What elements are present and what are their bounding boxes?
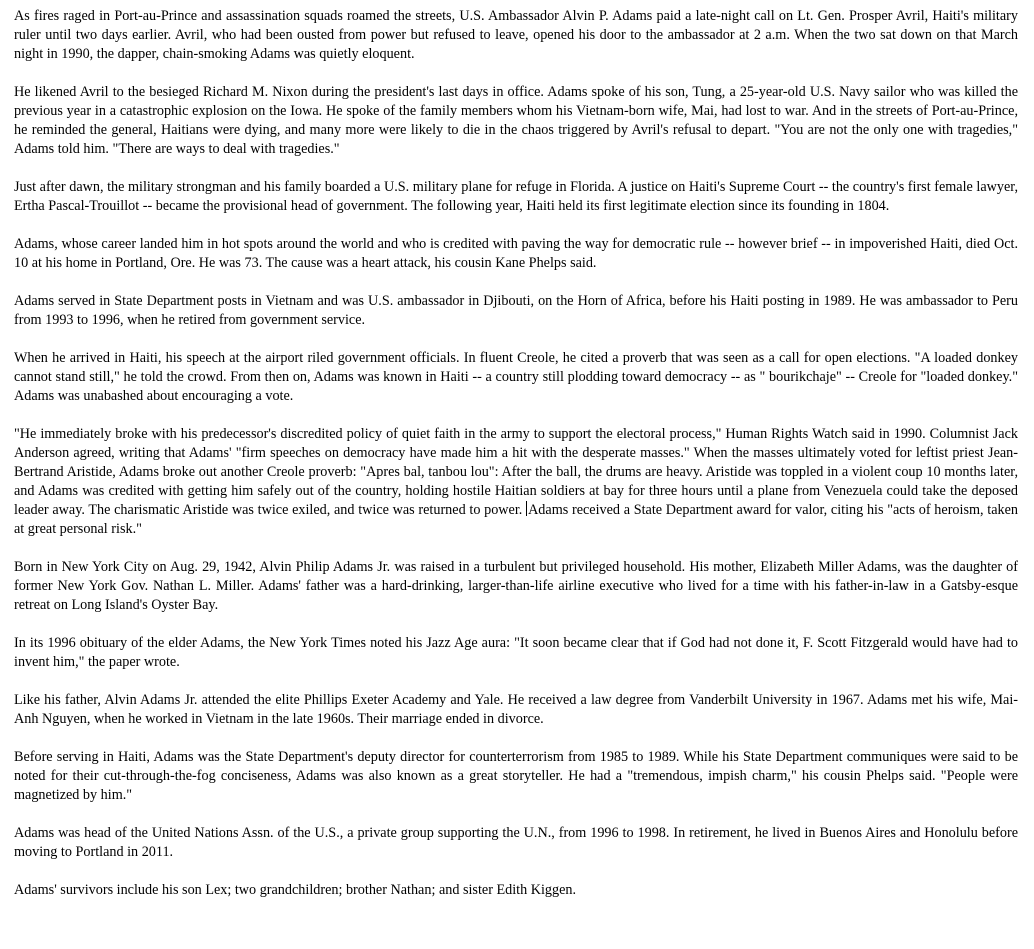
paragraph: He likened Avril to the besieged Richard M. Nixon during the president's last days in office. Adams spoke of his son, Tung, a 25-year-old U.S. Navy sailor who was killed the previous year in a catastrophic explosion on the Iowa. He spoke of the family members whom his Vietnam-born wife, Mai, had lost to war. And in the streets of Port-au-Prince, he reminded the general, Haitians were dying, and many more were likely to die in the chaos triggered by Avril's refusal to depart. "You are not the only one with tragedies," Adams told him. "There are ways to deal with tragedies.": [14, 84, 1018, 157]
paragraph: Just after dawn, the military strongman and his family boarded a U.S. military plane for refuge in Florida. A justice on Haiti's Supreme Court -- the country's first female lawyer, Ertha Pascal-Trouillot -- became the provisional head of government. The following year, Haiti held its first legitimate election since its founding in 1804.: [14, 179, 1018, 214]
paragraph: Adams was head of the United Nations Assn. of the U.S., a private group supporting the U.N., from 1996 to 1998. In retirement, he lived in Buenos Aires and Honolulu before moving to Portland in 2011.: [14, 825, 1018, 860]
paragraph: In its 1996 obituary of the elder Adams, the New York Times noted his Jazz Age aura: "It soon became clear that if God had not done it, F. Scott Fitzgerald would have had to invent him," the paper wrote.: [14, 635, 1018, 670]
paragraph-text: "He immediately broke with his predecessor's discredited policy of quiet faith in the army to support the electoral process," Human Rights Watch said in 1990. Columnist Jack Anderson agreed, writing that Adams' "firm speeches on democracy have made him a hit with the desperate masses." When the masses ultimately voted for leftist priest Jean-Bertrand Aristide, Adams broke out another Creole proverb: "Apres bal, tanbou lou": After the ball, the drums are heavy. Aristide was toppled in a violent coup 10 months later, and Adams was credited with getting him safely out of the country, holding hostile Haitian soldiers at bay for three hours until a plane from Venezuela could take the deposed leader away. The charismatic Aristide was twice exiled, and twice was returned to power.: [14, 426, 1018, 518]
paragraph: [14, 425, 1018, 539]
paragraph: Like his father, Alvin Adams Jr. attended the elite Phillips Exeter Academy and Yale. He received a law degree from Vanderbilt University in 1967. Adams met his wife, Mai-Anh Nguyen, when he worked in Vietnam in the late 1960s. Their marriage ended in divorce.: [14, 692, 1018, 727]
paragraph: Born in New York City on Aug. 29, 1942, Alvin Philip Adams Jr. was raised in a turbulent but privileged household. His mother, Elizabeth Miller Adams, was the daughter of former New York Gov. Nathan L. Miller. Adams' father was a hard-drinking, larger-than-life airline executive who lived for a time with his father-in-law in a Gatsby-esque retreat on Long Island's Oyster Bay.: [14, 559, 1018, 613]
paragraph: As fires raged in Port-au-Prince and assassination squads roamed the streets, U.S. Ambassador Alvin P. Adams paid a late-night call on Lt. Gen. Prosper Avril, Haiti's military ruler until two days earlier. Avril, who had been ousted from power but refused to leave, opened his door to the ambassador at 2 a.m. When the two sat down on that March night in 1990, the dapper, chain-smoking Adams was quietly eloquent.: [14, 8, 1018, 62]
text-cursor: [526, 501, 527, 516]
paragraph: When he arrived in Haiti, his speech at the airport riled government officials. In fluent Creole, he cited a proverb that was seen as a call for open elections. "A loaded donkey cannot stand still," he told the crowd. From then on, Adams was known in Haiti -- a country still plodding toward democracy -- as " bourikchaje" -- Creole for "loaded donkey." Adams was unabashed about encouraging a vote.: [14, 350, 1018, 404]
paragraph: Adams, whose career landed him in hot spots around the world and who is credited with paving the way for democratic rule -- however brief -- in impoverished Haiti, died Oct. 10 at his home in Portland, Ore. He was 73. The cause was a heart attack, his cousin Kane Phelps said.: [14, 236, 1018, 271]
paragraph: Adams served in State Department posts in Vietnam and was U.S. ambassador in Djibouti, on the Horn of Africa, before his Haiti posting in 1989. He was ambassador to Peru from 1993 to 1996, when he retired from government service.: [14, 293, 1018, 328]
paragraph: Before serving in Haiti, Adams was the State Department's deputy director for counterterrorism from 1985 to 1989. While his State Department communiques were said to be noted for their cut-through-the-fog conciseness, Adams was also known as a great storyteller. He had a "tremendous, impish charm," his cousin Phelps said. "People were magnetized by him.": [14, 749, 1018, 803]
document-body[interactable]: [14, 7, 1018, 919]
paragraph: Adams' survivors include his son Lex; two grandchildren; brother Nathan; and sister Edith Kiggen.: [14, 882, 577, 898]
paragraph-text: Adams received a State Department award for valor, citing his "acts of heroism, taken at great personal risk.": [14, 502, 1018, 537]
